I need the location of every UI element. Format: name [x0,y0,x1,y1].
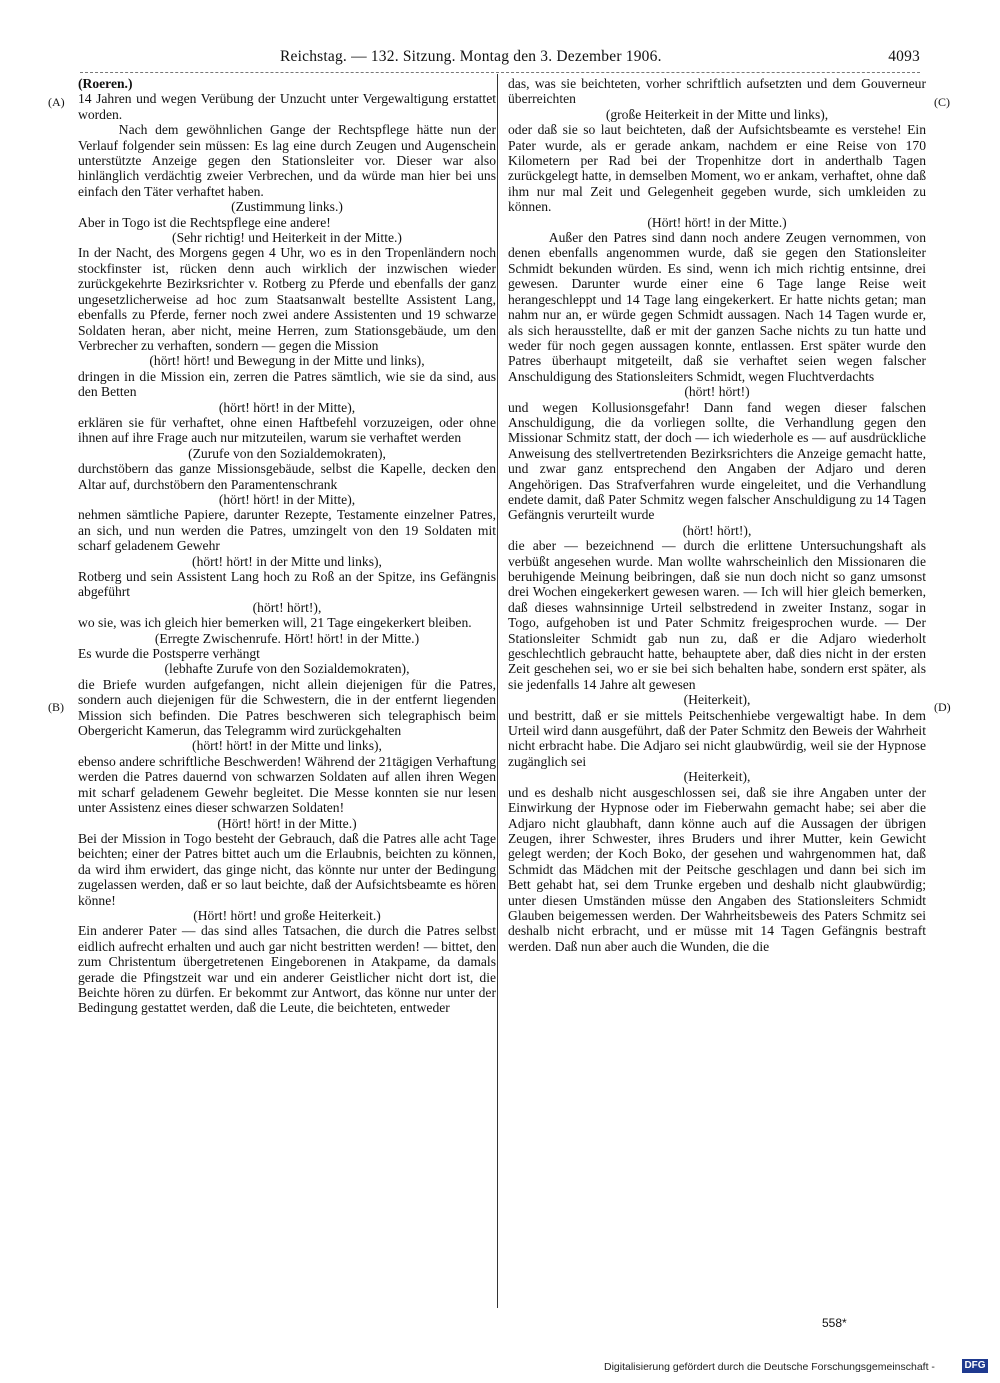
interjection: (lebhafte Zurufe von den Sozialdemokraten), [164,661,410,677]
column-divider [497,74,498,1308]
paragraph: ebenso andere schriftliche Beschwerden! Während der 21tägigen Verhaftung werden die Patres dauernd von schwarzen Soldaten auf allen ihren Wegen mit scharf geladenem Gewehr begleitet. Die Messe konnten sie nur lesen unter Assistenz eines dieser schwarzen Soldaten! [78,753,496,816]
interjection: (hört! hört!) [684,384,750,400]
paragraph: nehmen sämtliche Papiere, darunter Rezepte, Testamente einzelner Patres, an sich, und nun werden die Patres, umzingelt von den 19 Soldaten mit scharf geladenem Gewehr [78,507,496,554]
margin-marker-a: (A) [48,95,65,109]
interjection: (hört! hört! in der Mitte und links), [192,553,382,569]
paragraph: Aber in Togo ist die Rechtspflege eine andere! [78,214,331,230]
paragraph: und bestritt, daß er sie mittels Peitschenhiebe vergewaltigt habe. In dem Urteil wird dann ausgeführt, daß der Pater Schmitz den Beweis der Wahrheit nicht erbracht habe. Die Adjaro sei nicht glaubwürdig, weil sie der Hypnose zugänglich sei [508,707,926,769]
paragraph: oder daß sie so laut beichteten, daß der Aufsichtsbeamte es verstehe! Ein Pater wurde, als er gerade ankam, nachdem er eine Reise von 170 Kilometern per Rad bei der Tropenhitze dort in anderthalb Tagen zurückgelegt hatte, in demselben Moment, wo er ankam, verhaftet, ohne daß ihm nur mal Zeit und Gelegenheit gegeben wurde, sich umkleiden zu können. [508,122,926,215]
interjection: (hört! hört!), [252,599,322,615]
paragraph: die aber — bezeichnend — durch die erlittene Untersuchungshaft als verbüßt angesehen wurde. Man wollte wahrscheinlich den Missionaren die beruhigende Meinung beibringen, daß sie nun doch nicht so ganz umsonst drei Wochen eingekerkert gewesen waren. — Ich will hier gleich bemerken, daß dieses wahnsinnige Urteil selbstredend in zweiter Instanz, sogar in Togo, aufgehoben ist und Pater Schmitz freigesprochen wurde. — Der Stationsleiter Schmidt gab nun zu, daß er die Adjaro wiederholt geschlechtlich gebraucht hatte, behauptete aber, daß dies nicht in der ersten Zeit geschehen sei, wo er sie bei sich behalten habe, sondern erst später, als sie jedenfalls 14 Jahre alt gewesen [508,538,926,692]
signature-mark: 558* [822,1316,847,1330]
dfg-logo: DFG [962,1359,988,1373]
digitization-credit: Digitalisierung gefördert durch die Deutsche Forschungsgemeinschaft - [604,1361,935,1373]
paragraph: 14 Jahren und wegen Verübung der Unzucht unter Vergewaltigung erstattet worden. [78,91,496,122]
paragraph: durchstöbern das ganze Missionsgebäude, selbst die Kapelle, decken den Altar auf, durchstöbern den Paramentenschrank [78,461,496,492]
interjection: (Hört! hört! in der Mitte.) [217,815,357,831]
paragraph: Es wurde die Postsperre verhängt [78,646,260,662]
header-rule [80,72,920,73]
interjection: (hört! hört! in der Mitte und links), [192,738,382,754]
interjection: (hört! hört!), [682,522,752,538]
paragraph: Nach dem gewöhnlichen Gange der Rechtspflege hätte nun der Verlauf folgender sein müssen: Es lag eine durch Zeugen und Augenschein unterstützte Anzeige gegen den Stationsleiter vor. Dieser war also hinlänglich verdächtig zweier Verbrechen, und da würde man hier bei uns einfach den Täter verhaftet haben. [78,122,496,199]
page-number: 4093 [888,48,920,65]
paragraph: und es deshalb nicht ausgeschlossen sei, daß sie ihre Angaben unter der Einwirkung der Hypnose oder im Fieberwahn gemacht habe; sei aber die Adjaro nicht glaubhaft, dann könne auch auf die Aussagen der übrigen Zeugen, ihrer Schwester, ihres Bruders und ihrer Mutter, kein Gewicht gelegt werden; der Koch Boko, der gesehen und wahrgenommen hat, daß Schmidt das Mädchen mit der Peitsche geschlagen und dann bei sich im Bett gehabt hat, sei dem Trunke ergeben und deshalb nicht glaubwürdig; unter diesen Umständen müsse den Angaben des Stationsleiters Schmidt Glauben beigemessen werden. Der Wahrheitsbeweis des Paters Schmitz sei deshalb nicht erbracht, und er müsse mit 14 Tagen Gefängnis bestraft werden. Daß nun aber auch die Wunden, die die [508,784,926,954]
margin-marker-b: (B) [48,700,64,714]
interjection: (Zustimmung links.) [231,199,343,215]
interjection: (Heiterkeit), [683,769,751,785]
paragraph: erklären sie für verhaftet, ohne einen Haftbefehl vorzuzeigen, oder ohne ihnen auf ihre Frage auch nur mitzuteilen, warum sie verhaftet werden [78,414,496,446]
header-title: Reichstag. — 132. Sitzung. Montag den 3. Dezember 1906. [280,48,662,65]
interjection: (Zurufe von den Sozialdemokraten), [188,445,386,461]
paragraph: das, was sie beichteten, vorher schriftlich aufsetzten und dem Gouverneur überreichten [508,76,926,107]
paragraph: dringen in die Mission ein, zerren die Patres sämtlich, wie sie da sind, aus den Betten [78,368,496,400]
interjection: (Sehr richtig! und Heiterkeit in der Mitte.) [172,230,402,246]
interjection: (Hört! hört! und große Heiterkeit.) [193,907,381,923]
speaker-name: (Roeren.) [78,76,133,91]
interjection: (hört! hört! in der Mitte), [218,491,356,507]
paragraph: und wegen Kollusionsgefahr! Dann fand wegen dieser falschen Anschuldigung, die da vorliegen sollte, die Verhandlung gegen den Missionar Schmitz statt, der doch — ich wiederhole es — auf ausdrückliche Anweisung des stellvertretenden Bezirksrichters die Anzeige gemacht hatte, und zwar ganz entsprechend den Angaben der Adjaro und deren Angehörigen. Das Strafverfahren wurde eingeleitet, und die Verhandlung endete damit, daß Pater Schmitz wegen falscher Anschuldigung zu 14 Tagen Gefängnis verurteilt wurde [508,399,926,523]
interjection: (Hört! hört! in der Mitte.) [647,214,787,230]
paragraph: wo sie, was ich gleich hier bemerken will, 21 Tage eingekerkert bleiben. [78,615,472,631]
interjection: (hört! hört! in der Mitte), [218,399,356,415]
paragraph: Ein anderer Pater — das sind alles Tatsachen, die durch die Patres selbst eidlich aufrecht erhalten und auch gar nicht bestritten werden! — bittet, den zum Christentum übergetretenen Eingeborenen in Atakpame, da damals gerade die Pfingstzeit war und ein anderer Geistlicher nicht dort ist, die Beichte hören zu dürfen. Er bekommt zur Antwort, das könne nur unter der Bedingung gestattet werden, daß die Leute, die beichteten, entweder [78,923,496,1016]
paragraph: Außer den Patres sind dann noch andere Zeugen vernommen, von denen ebenfalls angenommen wurde, daß sie gegen den Stationsleiter Schmidt bekunden würden. Es sind, wenn ich mich richtig entsinne, drei gewesen. Darunter wurde einer eine 6 Tage lange Reise weit herangeschleppt und 14 Tage lang eingekerkert. Er hatte nichts getan; man nahm nur an, er würde gegen Schmidt aussagen. Nach 14 Tagen wurde er, als sich herausstellte, daß er mit der ganzen Sache nichts zu tun hatte und weder für noch gegen aussagen konnte, entlassen. Erst später wurde den Patres überhaupt mitgeteilt, daß sie verhaftet seien wegen falscher Anschuldigung des Stationsleiters Schmidt, wegen Fluchtverdachts [508,230,926,384]
page-header [80,48,920,70]
paragraph: In der Nacht, des Morgens gegen 4 Uhr, wo es in den Tropenländern noch stockfinster ist, rücken denn auch wirklich der inzwischen wieder zurückgekehrte Bezirksrichter v. Rotberg zu Pferde und ebenfalls der ganz ungesetzlicherweise ad hoc zum Staatsanwalt bestellte Assistent Lang, ebenfalls zu Pferde, ferner noch zwei andere Assistenten und 19 schwarze Soldaten heran, aber nicht, meine Herren, zum Stationsgebäude, um den Verbrecher zu verhaften, sondern — gegen die Mission [78,245,496,353]
interjection: (Heiterkeit), [683,692,751,708]
interjection: (hört! hört! und Bewegung in der Mitte und links), [149,353,425,369]
margin-marker-c: (C) [934,95,950,109]
interjection: (große Heiterkeit in der Mitte und links), [605,106,829,122]
margin-marker-d: (D) [934,700,951,714]
paragraph: die Briefe wurden aufgefangen, nicht allein diejenigen für die Patres, sondern auch diejenigen für die Schwestern, die in der entfernt liegenden Mission sich befinden. Die Patres beschweren sich telegraphisch beim Obergericht Kamerun, das Telegramm wird zurückgehalten [78,676,496,739]
right-column [508,76,926,954]
left-column [78,76,496,1016]
paragraph: Rotberg und sein Assistent Lang hoch zu Roß an der Spitze, ins Gefängnis abgeführt [78,569,496,600]
interjection: (Erregte Zwischenrufe. Hört! hört! in der Mitte.) [154,630,420,646]
paragraph: Bei der Mission in Togo besteht der Gebrauch, daß die Patres alle acht Tage beichten; einer der Patres bittet auch um die Erlaubnis, beichten zu können, da wird ihm erwidert, das ginge nicht, das könnte nur unter der Bedingung zugelassen werden, daß er so laut beichte, daß der Aufsichtsbeamte es hören könne! [78,830,496,908]
